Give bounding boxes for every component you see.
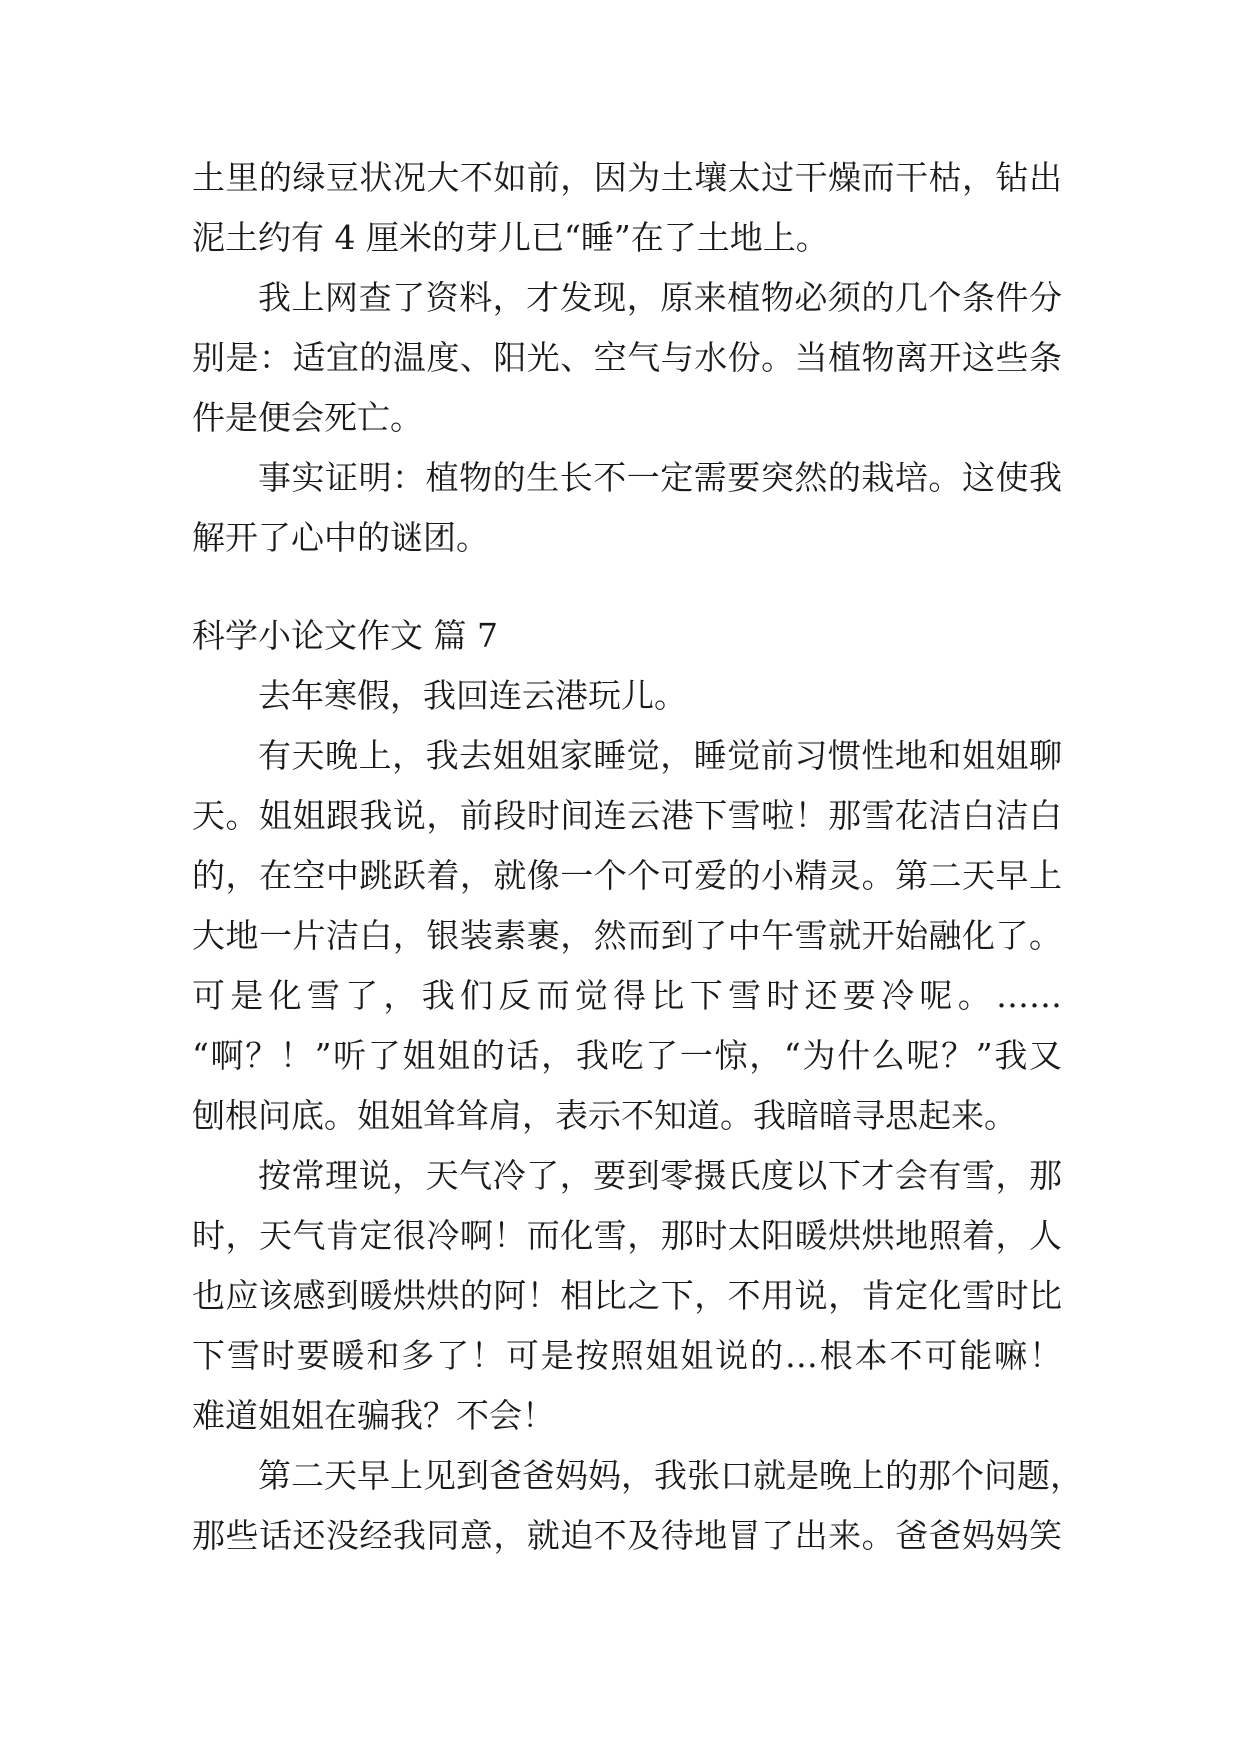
text-line: 事实证明：植物的生长不一定需要突然的栽培。这使我: [258, 458, 1062, 497]
text-line: 去年寒假，我回连云港玩儿。: [258, 676, 687, 715]
paragraphs-before: [192, 148, 1062, 568]
text-line: 我上网查了资料，才发现，原来植物必须的几个条件分: [258, 278, 1062, 317]
text-line: 刨根问底。姐姐耸耸肩，表示不知道。我暗暗寻思起来。: [192, 1096, 1017, 1135]
text-line: 土里的绿豆状况大不如前，因为土壤太过干燥而干枯，钻出: [192, 158, 1062, 197]
text-line: 天。姐姐跟我说，前段时间连云港下雪啦！那雪花洁白洁白: [192, 796, 1062, 835]
section-heading: 科学小论文作文 篇 7: [192, 616, 498, 655]
text-line: 大地一片洁白，银装素裹，然而到了中午雪就开始融化了。: [192, 916, 1062, 955]
text-line: 件是便会死亡。: [192, 398, 423, 437]
text-line: 也应该感到暖烘烘的阿！相比之下，不用说，肯定化雪时比: [192, 1276, 1062, 1315]
paragraphs-after: [192, 666, 1083, 1566]
text-line: 难道姐姐在骗我？不会！: [192, 1396, 555, 1435]
text-line: 时，天气肯定很冷啊！而化雪，那时太阳暖烘烘地照着，人: [192, 1216, 1062, 1255]
text-line: 按常理说，天气冷了，要到零摄氏度以下才会有雪，那: [258, 1156, 1062, 1195]
text-line: 有天晚上，我去姐姐家睡觉，睡觉前习惯性地和姐姐聊: [258, 736, 1062, 775]
text-line: “啊？！”听了姐姐的话，我吃了一惊，“为什么呢？”我又: [192, 1036, 1062, 1075]
text-line: 第二天早上见到爸爸妈妈，我张口就是晚上的那个问题，: [258, 1456, 1083, 1495]
document-page: [192, 148, 1083, 1566]
text-line: 泥土约有 4 厘米的芽儿已“睡”在了土地上。: [192, 218, 829, 257]
text-line: 下雪时要暖和多了！可是按照姐姐说的…根本不可能嘛！: [192, 1336, 1062, 1375]
text-line: 可是化雪了，我们反而觉得比下雪时还要冷呢。……: [192, 976, 1062, 1015]
text-line: 那些话还没经我同意，就迫不及待地冒了出来。爸爸妈妈笑: [192, 1516, 1062, 1555]
text-line: 解开了心中的谜团。: [192, 518, 489, 557]
text-line: 的，在空中跳跃着，就像一个个可爱的小精灵。第二天早上: [192, 856, 1062, 895]
text-line: 别是：适宜的温度、阳光、空气与水份。当植物离开这些条: [192, 338, 1062, 377]
